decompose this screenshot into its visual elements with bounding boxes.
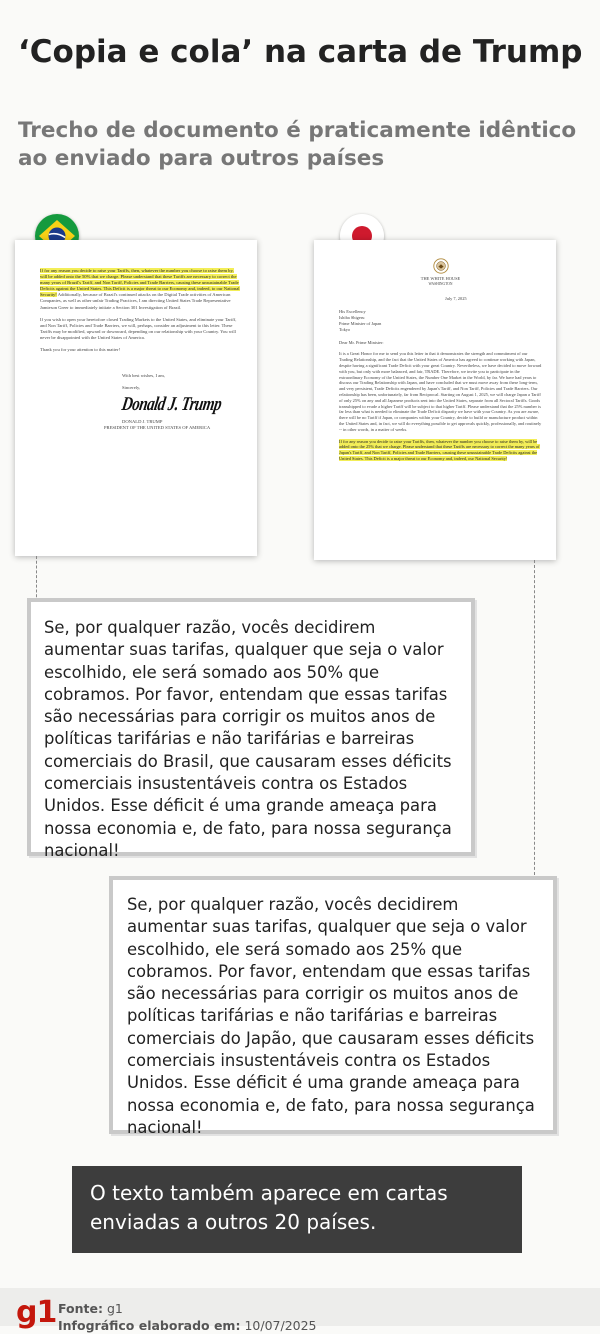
note-box: [72, 1166, 522, 1253]
g1-logo: g1: [16, 1295, 57, 1330]
page-subtitle: Trecho de documento é praticamente idêntico ao enviado para outros países: [18, 118, 577, 171]
white-house-seal-icon: [433, 258, 449, 274]
japan-letter: [314, 240, 556, 560]
letter-date: July 7, 2025: [445, 295, 467, 301]
quote-box-brazil: [27, 598, 475, 860]
letter-highlighted-paragraph: If for any reason you decide to raise your Tariffs, then, whatever the number you choose to raise them by, will be added onto the 50% that we charge. Please understand that these Tariffs are necessary to correct the many years of Brazil's Tariff, and Non Tariff, Policies and Trade Barriers, causing these unsustainable Trade Deficits against the United States. This Deficit is a major threat to our Economy and, indeed, to our National Security!: [40, 268, 240, 298]
letterhead-title: THE WHITE HOUSE: [420, 276, 461, 281]
page-title: ‘Copia e cola’ na carta de Trump: [18, 34, 583, 70]
brazil-letter: [15, 240, 257, 556]
source-label: Fonte:: [58, 1301, 103, 1316]
quote-text: Se, por qualquer razão, vocês decidirem aumentar suas tarifas, qualquer que seja o valor escolhido, ele será somado aos 25% que cobramos. Por favor, entendam que essas tarifas são necessárias para corrigir os muitos anos de políticas tarifárias e não tarifárias e barreiras comerciais do Japão, que causaram esses déficits comerciais insustentáveis contra os Estados Unidos. Esse déficit é uma grande ameaça para nossa economia e, de fato, para nossa segurança nacional!: [127, 895, 535, 1137]
quote-box-japan: [109, 876, 557, 1137]
letter-paragraph: If you wish to open your heretofore closed Trading Markets to the United States, and eliminate your Tariff, and Non Tariff, Policies and Trade Barriers, we will, perhaps, consider an adjustment to this letter. These Tariffs may be modified, upward or downward, depending on our relationship with your Country. You will never be disappointed with the United States of America.: [40, 316, 237, 340]
signer-title: PRESIDENT OF THE UNITED STATES OF AMERICA: [104, 425, 211, 431]
letter-closing: With best wishes, I am,: [122, 373, 165, 379]
letter-salutation: Dear Mr. Prime Minister:: [339, 339, 384, 345]
quote-text: Se, por qualquer razão, vocês decidirem aumentar suas tarifas, qualquer que seja o valor escolhido, ele será somado aos 50% que cobramos. Por favor, entendam que essas tarifas são necessárias para corrigir os muitos anos de políticas tarifárias e não tarifárias e barreiras comerciais do Brasil, que causaram esses déficits comerciais insustentáveis contra os Estados Unidos. Esse déficit é uma grande ameaça para nossa economia e, de fato, para nossa segurança nacional!: [44, 618, 452, 860]
addressee-line: Tokyo: [339, 326, 351, 332]
signature: Donald J. Trump: [120, 394, 223, 416]
footer-credits: [58, 1300, 317, 1334]
date-label: Infográfico elaborado em:: [58, 1318, 241, 1333]
date-value: 10/07/2025: [244, 1318, 317, 1333]
letterhead-subtitle: WASHINGTON: [428, 281, 453, 286]
addressee-line: His Excellency: [339, 309, 366, 315]
letter-highlighted-paragraph: If for any reason you decide to raise your Tariffs, then, whatever the number you choose to raise them by, will be added onto the 25% that we charge. Please understand that these Tariffs are necessary to correct the many years of Japan's Tariff, and Non Tariff, Policies and Trade Barriers, causing these unsustainable Trade Deficits against the United States. This Deficit is a major threat to our Economy and, indeed, our National Security!: [339, 438, 540, 461]
connector-line-japan: [534, 560, 535, 880]
signer-name: DONALD J. TRUMP: [122, 419, 163, 425]
letter-signoff: Sincerely,: [122, 385, 141, 391]
letter-paragraph: It is a Great Honor for me to send you this letter in that it demonstrates the strength and commitment of our Trading Relationship, and the fact that the United States of America has agreed to continue working with Japan, despite having a significant Trade Deficit with your great Country. Nevertheless, we have decided to move forward with you, but only with more balanced, and fair, TRADE. Therefore, we invite you to participate in the extraordinary Economy of the United States, the Number One Market in the World, by far. We have had years to discuss our Trading Relationship with Japan, and have concluded that we must move away from these long-term, and very persistent, Trade Deficits engendered by Japan's Tariff, and Non Tariff, Policies and Trade Barriers. Our relationship has been, unfortunately, far from Reciprocal. Starting on August 1, 2025, we will charge Japan a Tariff of only 25% on any and all Japanese products sent into the United States, separate from all Sectoral Tariffs. Goods transshipped to evade a higher Tariff will be subject to that higher Tariff. Please understand that the 25% number is far less than what is needed to eliminate the Trade Deficit disparity we have with your Country. As you are aware, there will be no Tariff if Japan, or companies within your Country, decide to build or manufacture product within the United States and, in fact, we will do everything possible to get approvals quickly, professionally, and routinely -- in other words, in a matter of weeks.: [339, 351, 542, 432]
note-text: O texto também aparece em cartas enviadas a outros 20 países.: [90, 1181, 448, 1234]
addressee-line: Ishiba Shigeru: [339, 315, 365, 321]
connector-line-brazil: [36, 556, 37, 602]
source-value: g1: [106, 1301, 123, 1316]
letter-paragraph: Thank you for your attention to this matter!: [40, 347, 120, 353]
addressee-line: Prime Minister of Japan: [339, 320, 382, 326]
letter-paragraph: Additionally, because of Brazil's continued attacks on the Digital Trade activities of American Companies, as well as other unfair Trading Practices, I am directing United States Trade Representative Jamieson Greer to immediately initiate a Section 301 Investigation of Brazil.: [40, 292, 231, 310]
